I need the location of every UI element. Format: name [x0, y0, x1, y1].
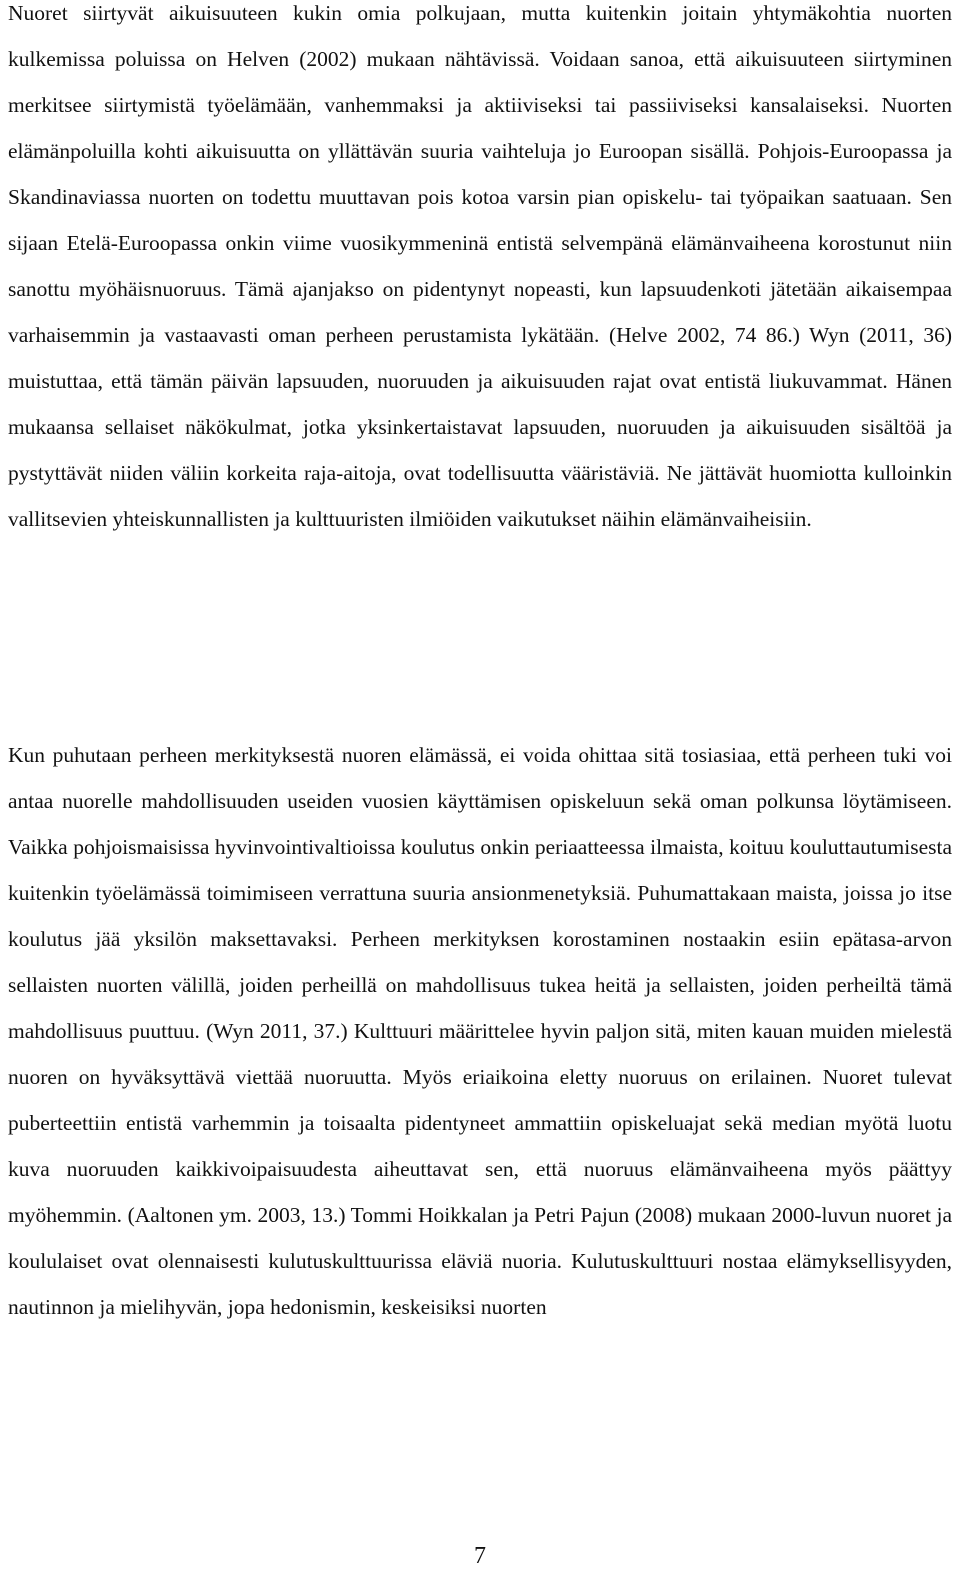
page-number: 7: [474, 1543, 486, 1569]
body-paragraph-1: Nuoret siirtyvät aikuisuuteen kukin omia polkujaan, mutta kuitenkin joitain yhtymäkohtia nuorten kulkemissa poluissa on Helven (2002) mukaan nähtävissä. Voidaan sanoa, että aikuisuuteen siirtyminen merkitsee siirtymistä työelämään, vanhemmaksi ja aktiiviseksi tai passiiviseksi kansalaiseksi. Nuorten elämänpoluilla kohti aikuisuutta on yllättävän suuria vaihteluja jo Euroopan sisällä. Pohjois-Euroopassa ja Skandinaviassa nuorten on todettu muuttavan pois kotoa varsin pian opiskelu- tai työpaikan saatuaan. Sen sijaan Etelä-Euroopassa onkin viime vuosikymmeninä entistä selvempänä elämänvaiheena korostunut niin sanottu myöhäisnuoruus. Tämä ajanjakso on pidentynyt nopeasti, kun lapsuudenkoti jätetään aikaisempaa varhaisemmin ja vastaavasti oman perheen perustamista lykätään. (Helve 2002, 74 86.) Wyn (2011, 36) muistuttaa, että tämän päivän lapsuuden, nuoruuden ja aikuisuuden rajat ovat entistä liukuvammat. Hänen mukaansa sellaiset näkökulmat, jotka yksinkertaistavat lapsuuden, nuoruuden ja aikuisuuden sisältöä ja pystyttävät niiden väliin korkeita raja-aitoja, ovat todellisuutta vääristäviä. Ne jättävät huomiotta kulloinkin vallitsevien yhteiskunnallisten ja kulttuuristen ilmiöiden vaikutukset näihin elämänvaiheisiin.: [8, 1, 952, 531]
body-paragraph-2: Kun puhutaan perheen merkityksestä nuoren elämässä, ei voida ohittaa sitä tosiasiaa, että perheen tuki voi antaa nuorelle mahdollisuuden useiden vuosien käyttämisen opiskeluun sekä oman polkunsa löytämiseen. Vaikka pohjoismaisissa hyvinvointivaltioissa koulutus onkin periaatteessa ilmaista, koituu kouluttautumisesta kuitenkin työelämässä toimimiseen verrattuna suuria ansionmenetyksiä. Puhumattakaan maista, joissa jo itse koulutus jää yksilön maksettavaksi. Perheen merkityksen korostaminen nostaakin esiin epätasa-arvon sellaisten nuorten välillä, joiden perheillä on mahdollisuus tukea heitä ja sellaisten, joiden perheiltä tämä mahdollisuus puuttuu. (Wyn 2011, 37.) Kulttuuri määrittelee hyvin paljon sitä, miten kauan muiden mielestä nuoren on hyväksyttävä viettää nuoruutta. Myös eriaikoina eletty nuoruus on erilainen. Nuoret tulevat puberteettiin entistä varhemmin ja toisaalta pidentyneet ammattiin opiskeluajat sekä median myötä luotu kuva nuoruuden kaikkivoipaisuudesta aiheuttavat sen, että nuoruus elämänvaiheena myös päättyy myöhemmin. (Aaltonen ym. 2003, 13.) Tommi Hoikkalan ja Petri Pajun (2008) mukaan 2000-luvun nuoret ja koululaiset ovat olennaisesti kulutuskulttuurissa eläviä nuoria. Kulutuskulttuuri nostaa elämyksellisyyden, nautinnon ja mielihyvän, jopa hedonismin, keskeisiksi nuorten: [8, 743, 952, 1319]
